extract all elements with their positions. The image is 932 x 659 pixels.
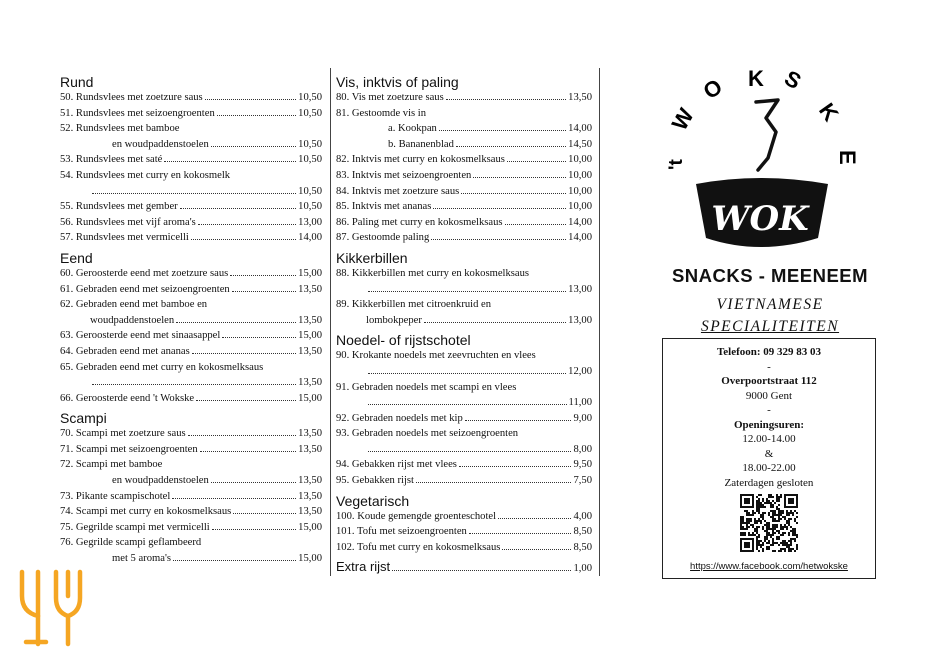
menu-item-name: 74. Scampi met curry en kokosmelksaus [60,506,232,518]
dot-leader [368,404,567,405]
dot-leader [192,353,296,354]
wokske-logo [660,62,880,262]
dot-leader [433,208,566,209]
menu-item [336,348,592,364]
menu-item-price: 12,00 [568,365,592,377]
menu-item-name: 101. Tofu met seizoengroenten [336,526,467,538]
menu-item [60,282,322,298]
dot-leader [217,115,296,116]
menu-item [60,551,322,567]
logo-letter: O [698,73,727,105]
dot-leader [205,99,296,100]
dot-leader [368,451,571,452]
menu-item-price: 13,50 [298,490,322,502]
menu-item [336,137,592,153]
menu-item-name: 61. Gebraden eend met seizoengroenten [60,283,230,295]
section-title: Eend [60,249,93,266]
menu-item-price: 10,50 [298,107,322,119]
menu-item [60,457,322,473]
menu-item [336,473,592,489]
menu-item [60,313,322,329]
menu-item-name: 85. Inktvis met ananas [336,201,432,213]
menu-item-name: 55. Rundsvlees met gember [60,201,178,213]
menu-item-name: 53. Rundsvlees met saté [60,154,163,166]
menu-item-price: 13,50 [298,283,322,295]
menu-item [336,442,592,458]
section-title: Vis, inktvis of paling [336,74,459,90]
specialiteiten-line: SPECIALITEITEN [700,318,840,335]
wok-text: WOK [711,199,809,239]
menu-item [60,489,322,505]
menu-item-price: 7,50 [573,475,592,487]
facebook-link[interactable]: https://www.facebook.com/hetwokske [690,560,848,572]
logo-letter: S [780,65,806,95]
menu-item-name: a. Kookpan [388,123,437,135]
menu-item-name: 76. Gegrilde scampi geflambeerd [60,537,202,549]
section-title: Kikkerbillen [336,249,408,266]
menu-item-price: 14,00 [568,123,592,135]
menu-item [60,199,322,215]
dot-leader [173,560,296,561]
menu-item-price: 14,00 [568,216,592,228]
menu-item-name: 65. Gebraden eend met curry en kokosmelksaus [60,361,264,373]
menu-item-name: 63. Geroosterde eend met sinaasappel [60,330,221,342]
city-address: 9000 Gent [745,389,793,402]
menu-item-price: 9,00 [573,412,592,424]
menu-item-price: 13,50 [298,314,322,326]
hours-label: Openingsuren: [733,418,805,431]
menu-item [336,90,592,106]
menu-item [60,344,322,360]
menu-item [60,504,322,520]
menu-item-name: 102. Tofu met curry en kokosmelksaus [336,541,501,553]
menu-item-price: 8,50 [573,541,592,553]
dot-leader [465,420,572,421]
menu-item [60,473,322,489]
separator-dash: - [767,404,771,416]
menu-item [60,168,322,184]
menu-item-price: 15,00 [298,521,322,533]
menu-item-price: 13,00 [298,216,322,228]
street-address: Overpoortstraat 112 [721,375,817,387]
dot-leader [368,291,566,292]
dot-leader [416,482,571,483]
menu-item [60,520,322,536]
menu-item [336,199,592,215]
menu-item-name: lombokpeper [366,314,422,326]
menu-item-price: 13,50 [298,377,322,389]
section-title: Scampi [60,410,107,427]
menu-item-price: 13,50 [298,345,322,357]
dot-leader [196,400,296,401]
menu-item [60,137,322,153]
dot-leader [498,518,571,519]
menu-item-name: 75. Gegrilde scampi met vermicelli [60,521,210,533]
menu-item-name: 83. Inktvis met seizoengroenten [336,169,472,181]
menu-item-name: 54. Rundsvlees met curry en kokosmelk [60,169,231,181]
menu-item [336,184,592,200]
menu-item [336,426,592,442]
menu-item [336,152,592,168]
menu-item-price: 13,50 [298,475,322,487]
dot-leader [172,498,296,499]
menu-item [336,121,592,137]
menu-item [60,375,322,391]
menu-column-2 [336,70,592,574]
menu-item [336,106,592,122]
menu-item [60,215,322,231]
menu-item-name: 95. Gebakken rijst [336,475,414,487]
menu-item [336,509,592,525]
separator-dash: - [767,360,771,373]
dot-leader [232,291,296,292]
dot-leader [507,161,566,162]
dot-leader [180,208,296,209]
menu-item-price: 13,50 [298,428,322,440]
hours-lunch: 12.00-14.00 [742,433,796,445]
menu-item-name: 73. Pikante scampischotel [60,490,171,502]
menu-item-price: 10,50 [298,92,322,103]
menu-item [336,540,592,556]
dot-leader [424,322,566,323]
menu-item [60,535,322,551]
hours-dinner: 18.00-22.00 [742,462,796,474]
menu-item [336,215,592,231]
menu-item-price: 10,00 [568,201,592,213]
dot-leader [459,466,572,467]
contact-info-box [662,338,876,579]
menu-item [336,364,592,380]
menu-item-name: 90. Krokante noedels met zeevruchten en vlees [336,350,536,362]
menu-item-name: 56. Rundsvlees met vijf aroma's [60,216,196,228]
menu-item [336,395,592,411]
dot-leader [211,146,296,147]
menu-item-price: 14,50 [568,138,592,150]
menu-item [336,380,592,396]
menu-item [60,328,322,344]
extra-rijst-price: 1,00 [573,563,592,575]
menu-item-price: 14,00 [298,232,322,244]
steam-squiggle-icon [756,100,778,170]
menu-item-price: 13,00 [568,314,592,326]
dot-leader [230,275,296,276]
menu-item-name: 92. Gebraden noedels met kip [336,412,463,424]
section-title: Rund [60,74,94,90]
menu-item [336,457,592,473]
menu-item [60,230,322,246]
menu-item [336,524,592,540]
dot-leader [469,533,572,534]
menu-item-name: 86. Paling met curry en kokosmelksaus [336,216,503,228]
dot-leader [198,224,296,225]
snacks-meeneem-title: SNACKS - MEENEEM [671,265,869,286]
menu-item-name: 93. Gebraden noedels met seizoengroenten [336,428,519,440]
dot-leader [456,146,566,147]
menu-item [336,230,592,246]
menu-item [60,184,322,200]
menu-item-name: en woudpaddenstoelen [112,475,209,487]
menu-item-name: 71. Scampi met seizoengroenten [60,443,198,455]
menu-item-price: 15,00 [298,267,322,279]
dot-leader [233,513,296,514]
vietnamese-line: VIETNAMESE [716,296,824,313]
menu-item [60,121,322,137]
menu-item-name: 66. Geroosterde eend 't Wokske [60,392,195,404]
fork-spoon-brand-icon [16,566,90,648]
menu-item-price: 4,00 [573,510,592,522]
dot-leader [222,337,296,338]
dot-leader [211,482,296,483]
menu-item-name: 51. Rundsvlees met seizoengroenten [60,107,215,119]
section-title: Noedel- of rijstschotel [336,332,471,349]
dot-leader [368,373,566,374]
menu-item [60,442,322,458]
menu-item-price: 13,50 [298,506,322,518]
menu-item-name: 94. Gebakken rijst met vlees [336,459,457,471]
logo-letter: K [748,66,764,91]
menu-item [60,90,322,106]
dot-leader [191,239,296,240]
phone-number: Telefoon: 09 329 83 03 [716,346,822,358]
qr-code-icon[interactable] [740,494,798,552]
dot-leader [439,130,566,131]
menu-item-price: 14,00 [568,232,592,244]
menu-item-price: 15,00 [298,553,322,565]
menu-item-name: 82. Inktvis met curry en kokosmelksaus [336,154,505,166]
menu-item-name: 57. Rundsvlees met vermicelli [60,232,189,244]
menu-item-name: 100. Koude gemengde groenteschotel [336,510,497,522]
menu-item-name: 72. Scampi met bamboe [60,459,163,471]
menu-item [336,297,592,313]
menu-item-name: met 5 aroma's [112,553,171,565]
dot-leader [505,224,567,225]
menu-item-price: 15,00 [298,392,322,404]
menu-item [336,266,592,282]
menu-item-price: 11,00 [568,397,592,409]
menu-item-name: 62. Gebraden eend met bamboe en [60,299,208,311]
menu-column-1 [60,70,322,567]
hours-ampersand: & [764,447,774,460]
menu-item-name: 80. Vis met zoetzure saus [336,92,444,103]
menu-item-name: 81. Gestoomde vis in [336,107,427,119]
menu-item [336,313,592,329]
menu-item-name: 84. Inktvis met zoetzure saus [336,185,460,197]
dot-leader [212,529,296,530]
menu-item-price: 13,00 [568,283,592,295]
dot-leader [461,193,566,194]
section-title: Vegetarisch [336,492,410,509]
menu-item-price: 10,00 [568,185,592,197]
menu-item-price: 13,50 [298,443,322,455]
menu-item [336,168,592,184]
column-divider [330,68,331,576]
menu-item-name: 60. Geroosterde eend met zoetzure saus [60,267,229,279]
column-divider [599,68,600,576]
menu-item-price: 15,00 [298,330,322,342]
menu-item-name: 87. Gestoomde paling [336,232,430,244]
menu-item-name: en woudpaddenstoelen [112,138,209,150]
dot-leader [473,177,566,178]
dot-leader [92,193,296,194]
menu-item-price: 10,00 [568,154,592,166]
menu-item [60,360,322,376]
menu-item-name: woudpaddenstoelen [90,314,175,326]
menu-item [60,152,322,168]
menu-item-name: 89. Kikkerbillen met citroenkruid en [336,299,492,311]
dot-leader [502,549,571,550]
dot-leader [200,451,296,452]
menu-item-price: 9,50 [573,459,592,471]
menu-item-price: 13,50 [568,92,592,103]
menu-item [60,391,322,407]
dot-leader [188,435,297,436]
menu-item-price: 10,00 [568,169,592,181]
dot-leader [392,570,571,571]
dot-leader [92,384,296,385]
menu-item-name: 64. Gebraden eend met ananas [60,345,190,357]
dot-leader [431,239,566,240]
menu-item [336,282,592,298]
menu-item [336,411,592,427]
menu-item-name: 88. Kikkerbillen met curry en kokosmelksaus [336,267,529,279]
logo-letter: 't [666,159,687,170]
menu-item-price: 10,50 [298,138,322,150]
extra-rijst-row [336,559,592,574]
menu-item-price: 10,50 [298,154,322,166]
menu-item-price: 10,50 [298,185,322,197]
menu-item-name: 50. Rundsvlees met zoetzure saus [60,92,203,103]
menu-item-price: 8,00 [573,443,592,455]
menu-item-price: 10,50 [298,201,322,213]
logo-letter: W [666,104,699,135]
logo-letter: K [813,98,844,126]
closed-note: Zaterdagen gesloten [724,476,814,489]
menu-item [60,297,322,313]
menu-item-name: b. Bananenblad [388,138,454,150]
menu-item [60,426,322,442]
menu-item-name: 91. Gebraden noedels met scampi en vlees [336,381,517,393]
menu-item-name: 70. Scampi met zoetzure saus [60,428,186,440]
menu-item-price: 8,50 [573,526,592,538]
extra-rijst-label: Extra rijst [336,559,391,575]
menu-item-name: 52. Rundsvlees met bamboe [60,123,180,135]
dot-leader [446,99,566,100]
menu-item [60,266,322,282]
dot-leader [176,322,296,323]
logo-letter: E [835,150,860,165]
dot-leader [164,161,296,162]
menu-item [60,106,322,122]
